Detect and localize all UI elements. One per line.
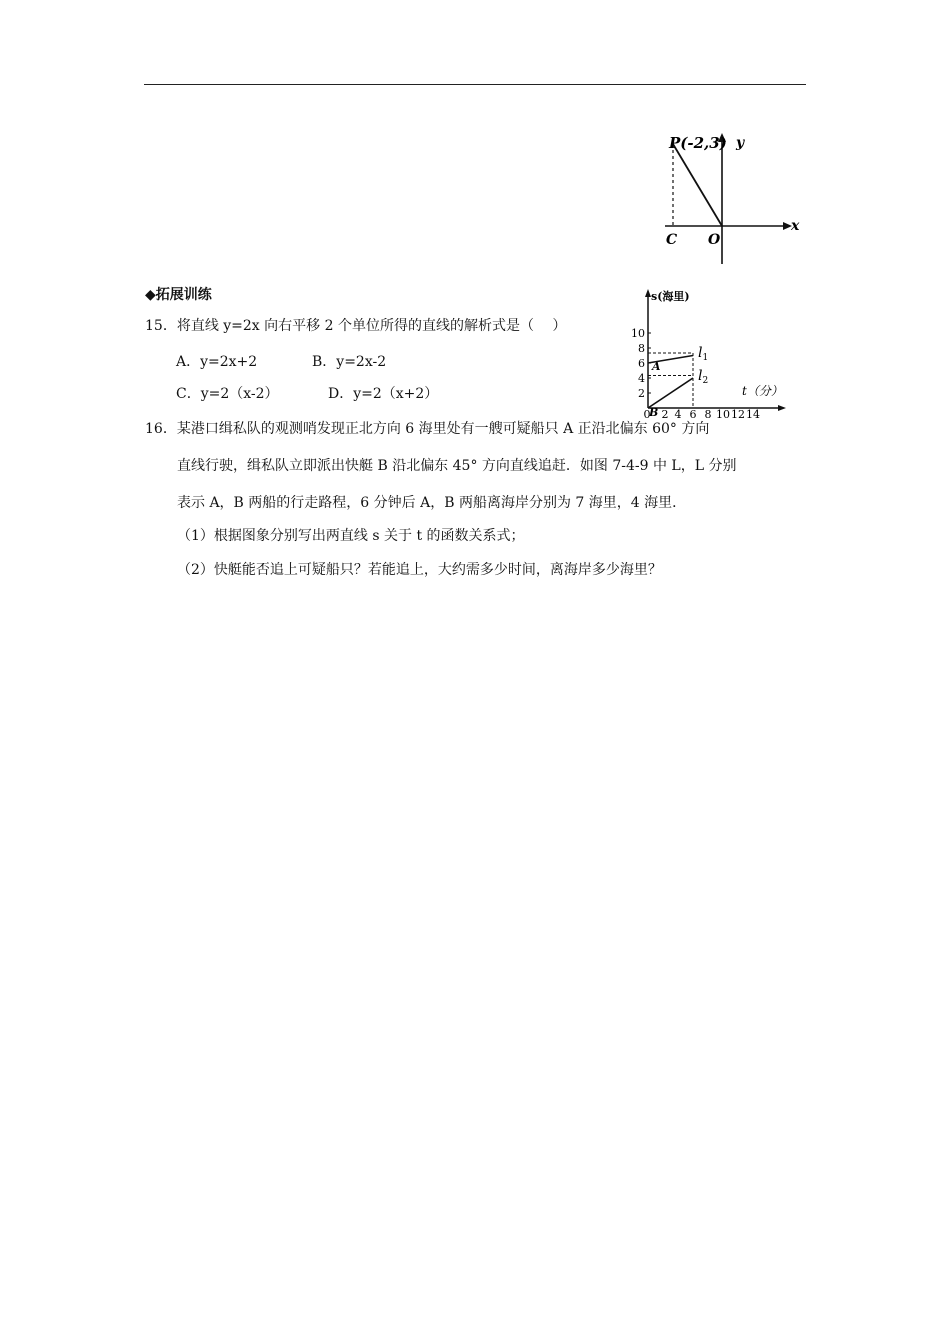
label-b: B — [649, 406, 659, 418]
y-tick-label: 10 — [631, 327, 645, 340]
q15-option-c: C．y=2（x-2） — [176, 386, 279, 402]
y-tick-label: 2 — [638, 387, 645, 400]
segment-po — [673, 144, 722, 226]
x-tick-label: 6 — [689, 408, 697, 418]
y-tick-label: 4 — [638, 372, 645, 385]
section-heading: ◆拓展训练 — [145, 287, 212, 303]
label-l2: $l_2$ — [698, 368, 709, 386]
x-tick-label: 4 — [674, 408, 682, 418]
x-tick-label: 0 — [643, 408, 651, 418]
x-tick-label: 14 — [746, 408, 760, 418]
label-y: y — [736, 135, 745, 151]
x-tick-label: 10 — [716, 408, 730, 418]
label-a: A — [652, 360, 661, 373]
q15-option-b: B．y=2x-2 — [312, 354, 387, 370]
y-tick-label: 8 — [638, 342, 645, 355]
coordinate-figure-p — [655, 128, 810, 268]
q16-sub-2: （2）快艇能否追上可疑船只？若能追上，大约需多少时间，离海岸多少海里？ — [177, 562, 662, 578]
t-axis-label: t（分） — [742, 384, 783, 398]
x-tick-label: 2 — [661, 408, 669, 418]
q15-option-a: A．y=2x+2 — [176, 354, 258, 370]
label-c: C — [666, 232, 678, 248]
q16-line-1: 16．某港口缉私队的观测哨发现正北方向 6 海里处有一艘可疑船只 A 正沿北偏东 60° 方向 — [145, 421, 710, 437]
header-rule — [144, 84, 806, 85]
q15-option-d: D．y=2（x+2） — [328, 386, 439, 402]
label-x: x — [791, 218, 800, 234]
q16-sub-1: （1）根据图象分别写出两直线 s 关于 t 的函数关系式； — [177, 528, 525, 544]
q16-line-3: 表示 A，B 两船的行走路程，6 分钟后 A，B 两船离海岸分别为 7 海里，4 海里． — [177, 495, 687, 511]
label-p: P(-2,3) — [669, 134, 727, 152]
label-o: O — [708, 232, 721, 248]
s-axis-label: s(海里) — [651, 290, 690, 303]
t-axis-arrow — [778, 405, 786, 411]
y-tick-label: 6 — [638, 357, 645, 370]
x-tick-label: 8 — [704, 408, 712, 418]
q15-stem: 15．将直线 y=2x 向右平移 2 个单位所得的直线的解析式是（ ） — [145, 318, 567, 334]
x-tick-label: 12 — [731, 408, 745, 418]
distance-time-chart — [628, 282, 803, 418]
label-l1: $l_1$ — [698, 345, 709, 363]
q16-line-2: 直线行驶，缉私队立即派出快艇 B 沿北偏东 45° 方向直线追赶．如图 7-4-9 中 L，L 分别 — [177, 458, 737, 474]
line-l2 — [648, 378, 693, 408]
